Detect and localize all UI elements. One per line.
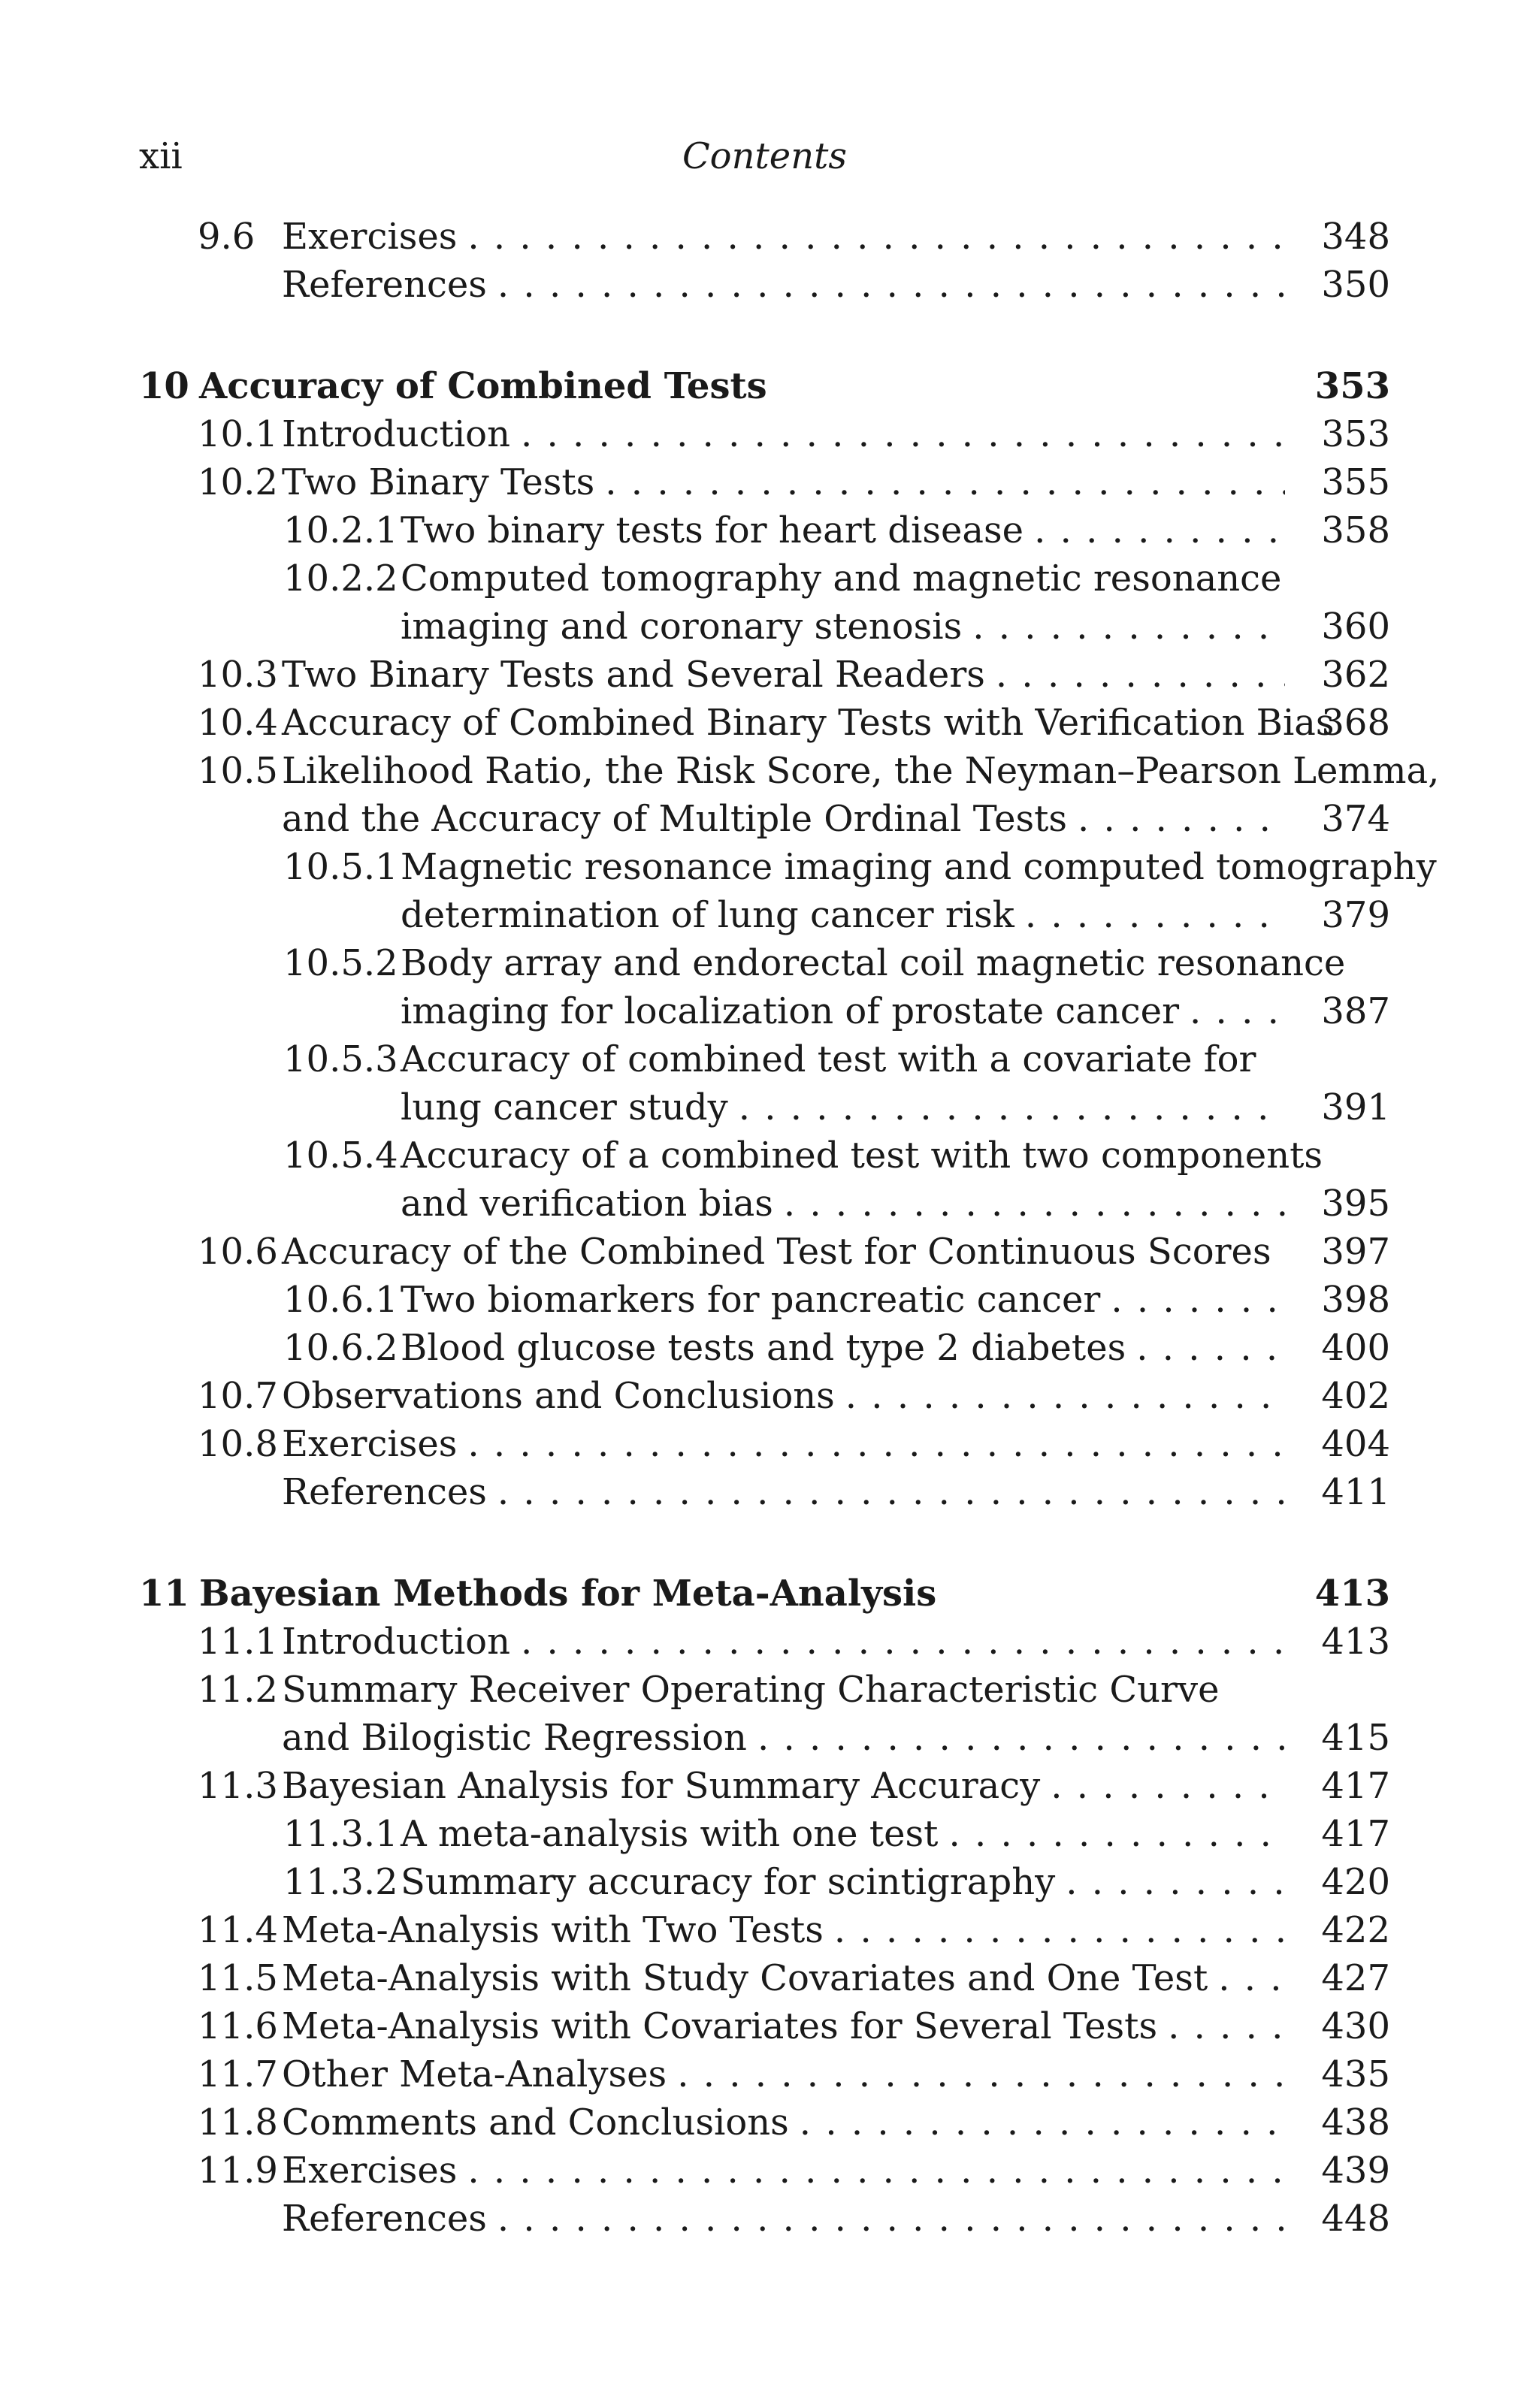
toc-entry[interactable] (139, 1762, 1390, 1810)
toc-entry-title: Likelihood Ratio, the Risk Score, the Neyman–Pearson Lemma, (282, 747, 1450, 795)
toc-entry-title: Blood glucose tests and type 2 diabetes (401, 1324, 1136, 1372)
toc-entry-title: Exercises (282, 2147, 467, 2195)
toc-entry-title: Bayesian Methods for Meta-Analysis (199, 1570, 947, 1618)
toc-entry-number: 10.5.3 (283, 1038, 398, 1080)
toc-entry-title: imaging for localization of prostate cancer (401, 987, 1190, 1035)
toc-entry-number: 10.3 (198, 654, 278, 696)
toc-entry-number: 11.3.2 (283, 1861, 398, 1903)
toc-entry[interactable] (139, 261, 1390, 309)
toc-entry-title: Observations and Conclusions (282, 1372, 845, 1420)
table-of-contents (139, 213, 1440, 2243)
toc-entry[interactable] (139, 1131, 1390, 1180)
toc-entry-number: 10.1 (198, 413, 278, 455)
dot-leader (605, 458, 1285, 506)
toc-entry[interactable] (139, 1858, 1390, 1906)
toc-entry-page: 420 (1321, 1861, 1390, 1903)
toc-entry-page: 400 (1321, 1327, 1390, 1369)
toc-entry-page: 362 (1321, 654, 1390, 696)
dot-leader (467, 213, 1285, 261)
toc-entry[interactable] (139, 987, 1390, 1035)
toc-entry[interactable] (139, 795, 1390, 843)
dot-leader (521, 1618, 1285, 1666)
toc-entry-number: 10.8 (198, 1423, 278, 1465)
toc-entry-title: Accuracy of Combined Binary Tests with Verification Bias (282, 699, 1345, 747)
toc-entry-page: 448 (1321, 2198, 1390, 2240)
toc-entry-number: 11.5 (198, 1957, 278, 1999)
toc-entry-page: 387 (1321, 990, 1390, 1032)
toc-entry-page: 395 (1321, 1183, 1390, 1225)
toc-entry-title: and verification bias (401, 1180, 784, 1228)
dot-leader (1111, 1276, 1285, 1324)
toc-entry[interactable] (139, 458, 1390, 506)
toc-entry[interactable] (139, 1954, 1390, 2002)
dot-leader (845, 1372, 1285, 1420)
toc-entry-title: Two Binary Tests (282, 458, 605, 506)
toc-entry-title: Meta-Analysis with Two Tests (282, 1906, 834, 1954)
dot-leader (497, 261, 1285, 309)
toc-entry-title: Summary accuracy for scintigraphy (401, 1858, 1066, 1906)
toc-entry-number: 11 (139, 1573, 189, 1615)
dot-leader (757, 1714, 1285, 1762)
toc-entry[interactable] (139, 1714, 1390, 1762)
dot-leader (1136, 1324, 1285, 1372)
toc-entry-title: Meta-Analysis with Study Covariates and One Test (282, 1954, 1218, 2002)
toc-entry-title: lung cancer study (401, 1083, 739, 1131)
toc-entry-page: 439 (1321, 2150, 1390, 2192)
toc-entry-page: 397 (1321, 1231, 1390, 1273)
dot-leader (972, 603, 1285, 651)
toc-entry-title: Exercises (282, 213, 467, 261)
toc-entry[interactable] (139, 747, 1440, 795)
toc-entry-page: 402 (1321, 1375, 1390, 1417)
toc-entry-title: Two Binary Tests and Several Readers (282, 651, 996, 699)
toc-entry-page: 398 (1321, 1279, 1390, 1321)
toc-entry-title: References (282, 261, 497, 309)
dot-leader (1034, 506, 1285, 554)
toc-entry-page: 360 (1321, 606, 1390, 648)
dot-leader (1025, 891, 1285, 939)
toc-entry[interactable] (139, 2195, 1390, 2243)
toc-entry[interactable] (139, 1228, 1390, 1276)
toc-entry[interactable] (139, 699, 1390, 747)
toc-entry-number: 10.7 (198, 1375, 278, 1417)
toc-entry-number: 10.4 (198, 702, 278, 744)
toc-entry-title: determination of lung cancer risk (401, 891, 1025, 939)
toc-entry-number: 10.5 (198, 750, 278, 792)
toc-entry[interactable] (139, 1468, 1390, 1516)
toc-chapter-entry[interactable] (139, 1570, 1390, 1618)
toc-entry-page: 417 (1321, 1813, 1390, 1855)
toc-entry-number: 11.4 (198, 1909, 278, 1951)
toc-entry-title: Two binary tests for heart disease (401, 506, 1034, 554)
toc-entry-page: 413 (1321, 1621, 1390, 1663)
toc-entry[interactable] (139, 939, 1390, 987)
toc-entry[interactable] (139, 2050, 1390, 2098)
toc-entry-page: 417 (1321, 1765, 1390, 1807)
dot-leader (800, 2098, 1285, 2147)
toc-entry[interactable] (139, 603, 1390, 651)
toc-entry-title: Computed tomography and magnetic resonance (401, 554, 1292, 603)
toc-entry-title: Other Meta-Analyses (282, 2050, 677, 2098)
toc-entry-title: Accuracy of the Combined Test for Continuous Scores (282, 1228, 1282, 1276)
toc-entry-title: Meta-Analysis with Covariates for Several Tests (282, 2002, 1168, 2050)
toc-entry-page: 411 (1321, 1471, 1390, 1513)
dot-leader (784, 1180, 1285, 1228)
dot-leader (497, 2195, 1285, 2243)
toc-entry-number: 11.7 (198, 2053, 278, 2095)
toc-entry-title: Summary Receiver Operating Characteristic Curve (282, 1666, 1229, 1714)
toc-entry-number: 10.2 (198, 461, 278, 503)
dot-leader (1218, 1954, 1285, 2002)
dot-leader (739, 1083, 1285, 1131)
toc-entry-page: 415 (1321, 1717, 1390, 1759)
toc-entry-page: 404 (1321, 1423, 1390, 1465)
toc-entry-page: 435 (1321, 2053, 1390, 2095)
dot-leader (1066, 1858, 1285, 1906)
toc-entry-page: 379 (1321, 894, 1390, 936)
toc-entry[interactable] (139, 1324, 1390, 1372)
toc-entry-number: 11.6 (198, 2005, 278, 2047)
toc-entry-title: Two biomarkers for pancreatic cancer (401, 1276, 1111, 1324)
toc-entry-number: 10.5.1 (283, 846, 398, 888)
toc-entry[interactable] (139, 2098, 1390, 2147)
toc-entry-page: 391 (1321, 1086, 1390, 1128)
dot-leader (1190, 987, 1285, 1035)
section-gap (139, 309, 1390, 362)
toc-entry-number: 11.1 (198, 1621, 278, 1663)
toc-entry-title: Accuracy of combined test with a covariate for (401, 1035, 1266, 1083)
toc-entry-title: and the Accuracy of Multiple Ordinal Tests (282, 795, 1078, 843)
toc-entry[interactable] (139, 2002, 1390, 2050)
toc-entry-number: 10 (139, 365, 189, 407)
dot-leader (467, 2147, 1285, 2195)
toc-entry-number: 10.5.4 (283, 1135, 398, 1177)
toc-entry-title: Introduction (282, 410, 521, 458)
toc-entry-title: References (282, 2195, 497, 2243)
dot-leader (467, 1420, 1285, 1468)
toc-entry-title: Exercises (282, 1420, 467, 1468)
toc-entry[interactable] (139, 1906, 1390, 1954)
toc-entry-page: 427 (1321, 1957, 1390, 1999)
toc-entry-number: 11.2 (198, 1669, 278, 1711)
toc-entry-page: 413 (1314, 1573, 1390, 1615)
toc-entry[interactable] (139, 843, 1437, 891)
toc-entry[interactable] (139, 213, 1390, 261)
toc-entry[interactable] (139, 506, 1390, 554)
toc-entry[interactable] (139, 1180, 1390, 1228)
toc-entry-number: 10.6.1 (283, 1279, 398, 1321)
dot-leader (677, 2050, 1285, 2098)
toc-entry-number: 10.5.2 (283, 942, 398, 984)
toc-entry-title: and Bilogistic Regression (282, 1714, 757, 1762)
dot-leader (1282, 1228, 1285, 1276)
dot-leader (1168, 2002, 1285, 2050)
toc-entry-number: 11.3.1 (283, 1813, 398, 1855)
toc-entry-page: 368 (1321, 702, 1390, 744)
toc-entry-title: A meta-analysis with one test (401, 1810, 948, 1858)
running-header (139, 135, 1390, 180)
dot-leader (1051, 1762, 1285, 1810)
toc-entry[interactable] (139, 410, 1390, 458)
toc-entry-page: 350 (1321, 264, 1390, 306)
toc-entry[interactable] (139, 1083, 1390, 1131)
toc-entry-title: Accuracy of Combined Tests (199, 362, 778, 410)
dot-leader (1078, 795, 1285, 843)
toc-entry-page: 348 (1321, 216, 1390, 258)
toc-entry-number: 11.8 (198, 2101, 278, 2144)
header-title: Contents (682, 135, 848, 177)
toc-entry-number: 10.6.2 (283, 1327, 398, 1369)
toc-entry[interactable] (139, 891, 1390, 939)
toc-entry-title: Accuracy of a combined test with two components (401, 1131, 1333, 1180)
toc-entry[interactable] (139, 1035, 1390, 1083)
dot-leader (521, 410, 1285, 458)
toc-entry-title: Comments and Conclusions (282, 2098, 800, 2147)
toc-entry-title: imaging and coronary stenosis (401, 603, 972, 651)
toc-entry[interactable] (139, 1420, 1390, 1468)
toc-entry-title: Bayesian Analysis for Summary Accuracy (282, 1762, 1051, 1810)
dot-leader (834, 1906, 1285, 1954)
toc-entry[interactable] (139, 554, 1390, 603)
toc-entry[interactable] (139, 1276, 1390, 1324)
toc-entry[interactable] (139, 1810, 1390, 1858)
toc-entry[interactable] (139, 1372, 1390, 1420)
toc-entry-page: 358 (1321, 509, 1390, 551)
toc-entry-number: 9.6 (198, 216, 255, 258)
header-page-number: xii (139, 135, 183, 177)
toc-entry-page: 422 (1321, 1909, 1390, 1951)
toc-entry-number: 11.9 (198, 2150, 278, 2192)
toc-entry-number: 10.2.1 (283, 509, 398, 551)
toc-entry-title: Magnetic resonance imaging and computed tomography (401, 843, 1447, 891)
toc-entry[interactable] (139, 2147, 1390, 2195)
dot-leader (948, 1810, 1285, 1858)
section-gap (139, 1516, 1390, 1570)
toc-entry-number: 11.3 (198, 1765, 278, 1807)
toc-entry-page: 355 (1321, 461, 1390, 503)
toc-entry[interactable] (139, 1666, 1390, 1714)
toc-entry-page: 353 (1321, 413, 1390, 455)
dot-leader (996, 651, 1285, 699)
dot-leader (497, 1468, 1285, 1516)
toc-chapter-entry[interactable] (139, 362, 1390, 410)
toc-entry-title: References (282, 1468, 497, 1516)
toc-entry[interactable] (139, 1618, 1390, 1666)
toc-entry-page: 374 (1321, 798, 1390, 840)
toc-entry[interactable] (139, 651, 1390, 699)
toc-entry-page: 438 (1321, 2101, 1390, 2144)
toc-entry-page: 353 (1314, 365, 1390, 407)
toc-entry-number: 10.2.2 (283, 557, 398, 600)
toc-entry-number: 10.6 (198, 1231, 278, 1273)
toc-entry-title: Introduction (282, 1618, 521, 1666)
toc-entry-page: 430 (1321, 2005, 1390, 2047)
toc-entry-title: Body array and endorectal coil magnetic resonance (401, 939, 1356, 987)
